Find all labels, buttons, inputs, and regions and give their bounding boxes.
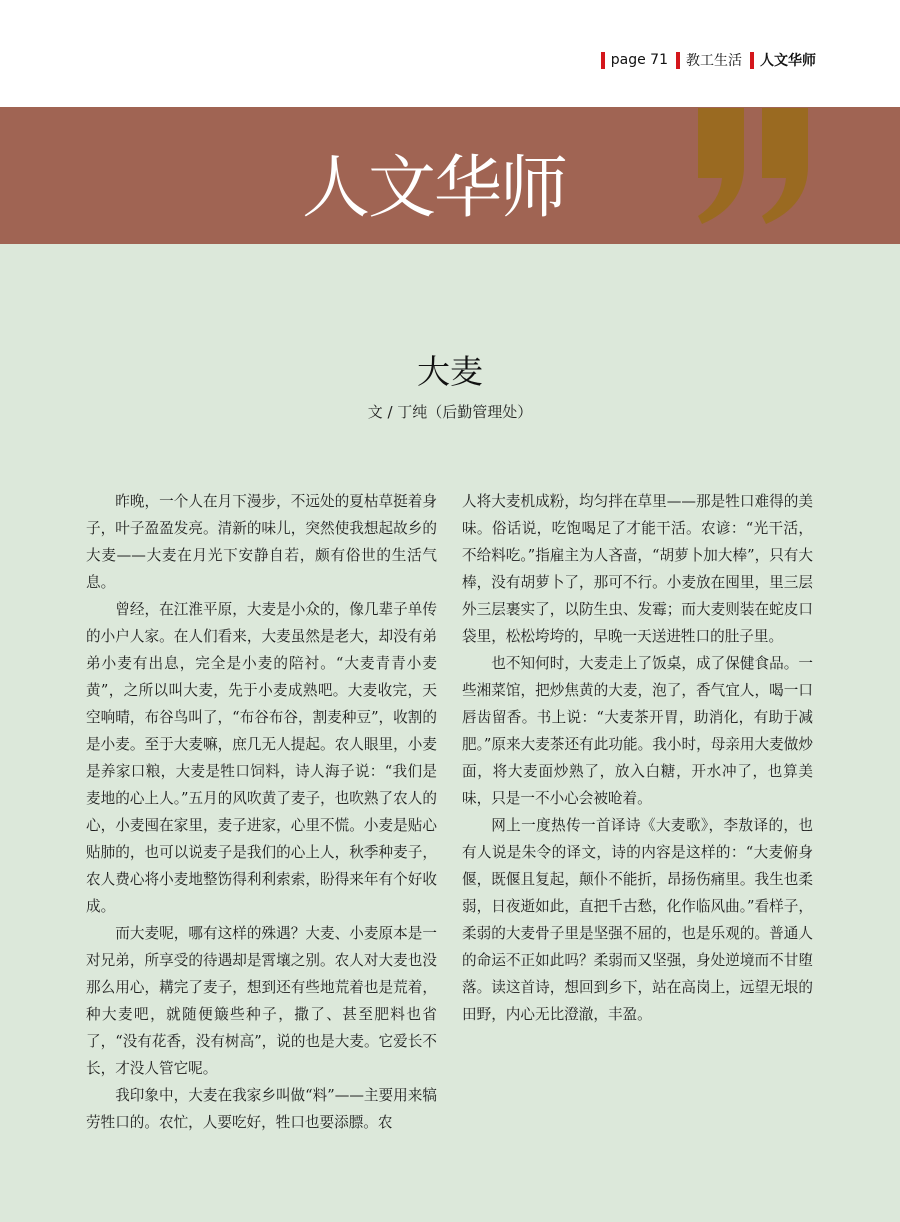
paragraph: 我印象中，大麦在我家乡叫做“料”——主要用来犒劳牲口的。农忙，人要吃好，牲口也要添膘。农 — [86, 1087, 437, 1131]
page-number: page 71 — [610, 52, 668, 68]
paragraph: 网上一度热传一首译诗《大麦歌》，李敖译的，也有人说是朱令的译文，诗的内容是这样的：“大麦俯身偃，既偃且复起，颠仆不能折，昂扬伤痛里。我生也柔弱，日夜逝如此，直把千古愁，化作临风曲。”看样子，柔弱的大麦骨子里是坚强不屈的，也是乐观的。普通人的命运不正如此吗？柔弱而又坚强，身处逆境而不甘堕落。读这首诗，想回到乡下，站在高岗上，远望无垠的田野，内心无比澄澈，丰盈。 — [462, 817, 813, 1023]
paragraph: 曾经，在江淮平原，大麦是小众的，像几辈子单传的小户人家。在人们看来，大麦虽然是老大，却没有弟弟小麦有出息，完全是小麦的陪衬。“大麦青青小麦黄”，之所以叫大麦，先于小麦成熟吧。大麦收完，天空响晴，布谷鸟叫了，“布谷布谷，割麦种豆”，收割的是小麦。至于大麦嘛，庶几无人提起。农人眼里，小麦是养家口粮，大麦是牲口饲料，诗人海子说：“我们是麦地的心上人。”五月的风吹黄了麦子，也吹熟了农人的心，小麦囤在家里，麦子进家，心里不慌。小麦是贴心贴肺的，也可以说麦子是我们的心上人，秋季种麦子，农人费心将小麦地整饬得利利索索，盼得来年有个好收成。 — [86, 601, 437, 915]
column-name: 人文华师 — [760, 53, 816, 69]
nav-section — [676, 50, 742, 70]
header-nav — [593, 49, 816, 71]
paragraph: 昨晚，一个人在月下漫步，不远处的夏枯草挺着身子，叶子盈盈发亮。清新的味儿，突然使我想起故乡的大麦——大麦在月光下安静自若，颇有俗世的生活气息。 — [86, 493, 437, 591]
paragraph: 也不知何时，大麦走上了饭桌，成了保健食品。一些湘菜馆，把炒焦黄的大麦，泡了，香气宜人，喝一口唇齿留香。书上说：“大麦茶开胃，助消化，有助于减肥。”原来大麦茶还有此功能。我小时，母亲用大麦做炒面，将大麦面炒熟了，放入白糖，开水冲了，也算美味，只是一不小心会被呛着。 — [462, 655, 813, 807]
section-name: 教工生活 — [686, 53, 742, 69]
nav-marker — [676, 52, 680, 69]
nav-column — [750, 50, 816, 70]
article-title: 大麦 — [417, 352, 483, 391]
article-byline: 文 / 丁纯（后勤管理处） — [367, 403, 533, 421]
right-column — [462, 488, 813, 1028]
left-column — [86, 488, 437, 1136]
paragraph: 而大麦呢，哪有这样的殊遇？大麦、小麦原本是一对兄弟，所享受的待遇却是霄壤之别。农人对大麦也没那么用心，耩完了麦子，想到还有些地荒着也是荒着，种大麦吧，就随便簸些种子，撒了、甚至肥料也省了，“没有花香，没有树高”，说的也是大麦。它爱长不长，才没人管它呢。 — [86, 925, 437, 1077]
nav-marker — [601, 52, 605, 69]
nav-marker — [750, 52, 754, 69]
quote-mark-icon — [688, 108, 818, 232]
paragraph-continuation: 人将大麦机成粉，均匀拌在草里——那是牲口难得的美味。俗话说，吃饱喝足了才能干活。农谚：“光干活，不给料吃。”指雇主为人吝啬，“胡萝卜加大棒”，只有大棒，没有胡萝卜了，那可不行。小麦放在囤里，里三层外三层裹实了，以防生虫、发霉；而大麦则装在蛇皮口袋里，松松垮垮的，早晚一天送进牲口的肚子里。 — [462, 493, 813, 645]
banner-title: 人文华师 — [302, 149, 567, 228]
nav-page — [601, 52, 668, 69]
